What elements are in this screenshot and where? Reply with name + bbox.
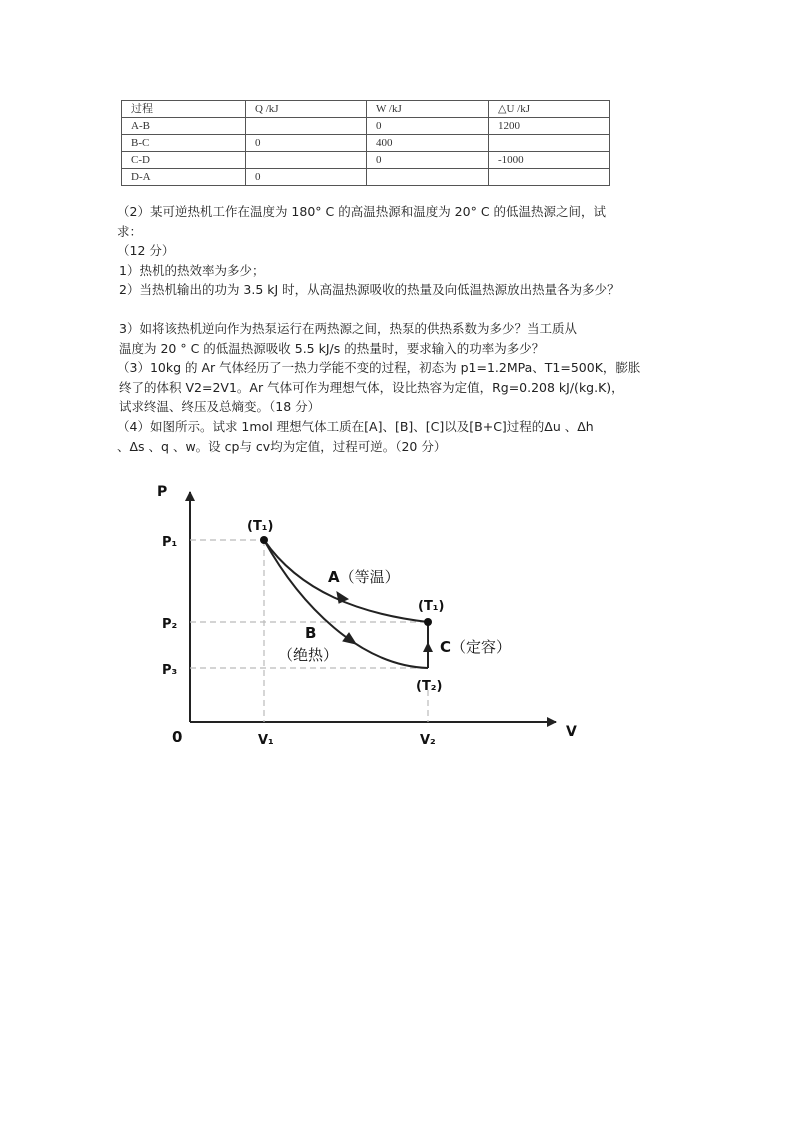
table-cell: 0 [246,169,367,186]
p2-label: P₂ [162,617,178,632]
table-cell: -1000 [489,152,610,169]
table-cell: D-A [122,169,246,186]
t1-start-label: (T₁) [247,519,274,534]
q4-line2: 、Δs 、q 、w。设 cp与 cv均为定值，过程可逆。（20 分） [117,438,447,454]
p3-label: P₃ [162,663,178,678]
process-b-label: B [305,624,317,642]
table-cell: A-B [122,118,246,135]
v1-label: V₁ [258,733,274,748]
table-row [122,152,610,169]
table-row [122,169,610,186]
q4-line1: （4）如图所示。试求 1mol 理想气体工质在[A]、[B]、[C]以及[B+C]过程的Δu 、Δh [117,418,594,434]
table-header-row [122,101,610,118]
v2-label: V₂ [420,733,436,748]
process-c-arrow [423,642,433,652]
process-a-arrow [337,592,348,603]
process-a-label: A（等温） [328,568,400,586]
table-header-cell: 过程 [122,101,246,118]
table-cell [246,118,367,135]
table-cell: 400 [367,135,489,152]
origin-label: 0 [172,728,183,746]
process-b-desc: （绝热） [278,646,339,664]
table-cell [489,135,610,152]
q2-sub3-line1: 3）如将该热机逆向作为热泵运行在两热源之间，热泵的供热系数为多少？当工质从 [119,320,577,336]
q2-line2: 求： [117,223,143,239]
table-cell: 0 [246,135,367,152]
table-row [122,118,610,135]
q2-sub3-line2: 温度为 20 ° C 的低温热源吸收 5.5 kJ/s 的热量时，要求输入的功率为多少？ [119,340,545,356]
question-text [117,202,717,456]
table-cell: B-C [122,135,246,152]
table-row [122,135,610,152]
table-cell [246,152,367,169]
table-cell [367,169,489,186]
process-c-label: C（定容） [440,638,512,656]
q2-sub1: 1）热机的热效率为多少； [119,262,265,278]
q2-score: （12 分） [117,243,175,259]
t1-end-label: (T₁) [418,599,445,614]
y-axis-label: P [157,484,168,500]
x-axis-label: V [566,724,577,740]
q3-line1: （3）10kg 的 Ar 气体经历了一热力学能不变的过程，初态为 p1=1.2MPa、T1=500K，膨胀 [117,360,641,376]
state-point-2 [424,618,432,626]
table-cell: C-D [122,152,246,169]
q2-line1: （2）某可逆热机工作在温度为 180° C 的高温热源和温度为 20° C 的低温热源之间，试 [117,204,607,219]
t2-label: (T₂) [416,679,443,694]
pv-diagram [140,478,590,768]
p1-label: P₁ [162,535,178,550]
table-header-cell: △U /kJ [489,101,610,118]
table-cell: 0 [367,152,489,169]
q2-sub2: 2）当热机输出的功为 3.5 kJ 时，从高温热源吸收的热量及向低温热源放出热量各为多少？ [119,282,620,298]
table-header-cell: Q /kJ [246,101,367,118]
q3-line3: 试求终温、终压及总熵变。（18 分） [119,399,321,415]
state-point-1 [260,536,268,544]
process-b-arrow [343,633,356,644]
process-table [121,100,610,186]
q3-line2: 终了的体积 V2=2V1。Ar 气体可作为理想气体，设比热容为定值，Rg=0.208 kJ/(kg.K)， [119,379,624,395]
table-cell [489,169,610,186]
table-cell: 1200 [489,118,610,135]
table-cell: 0 [367,118,489,135]
table-header-cell: W /kJ [367,101,489,118]
